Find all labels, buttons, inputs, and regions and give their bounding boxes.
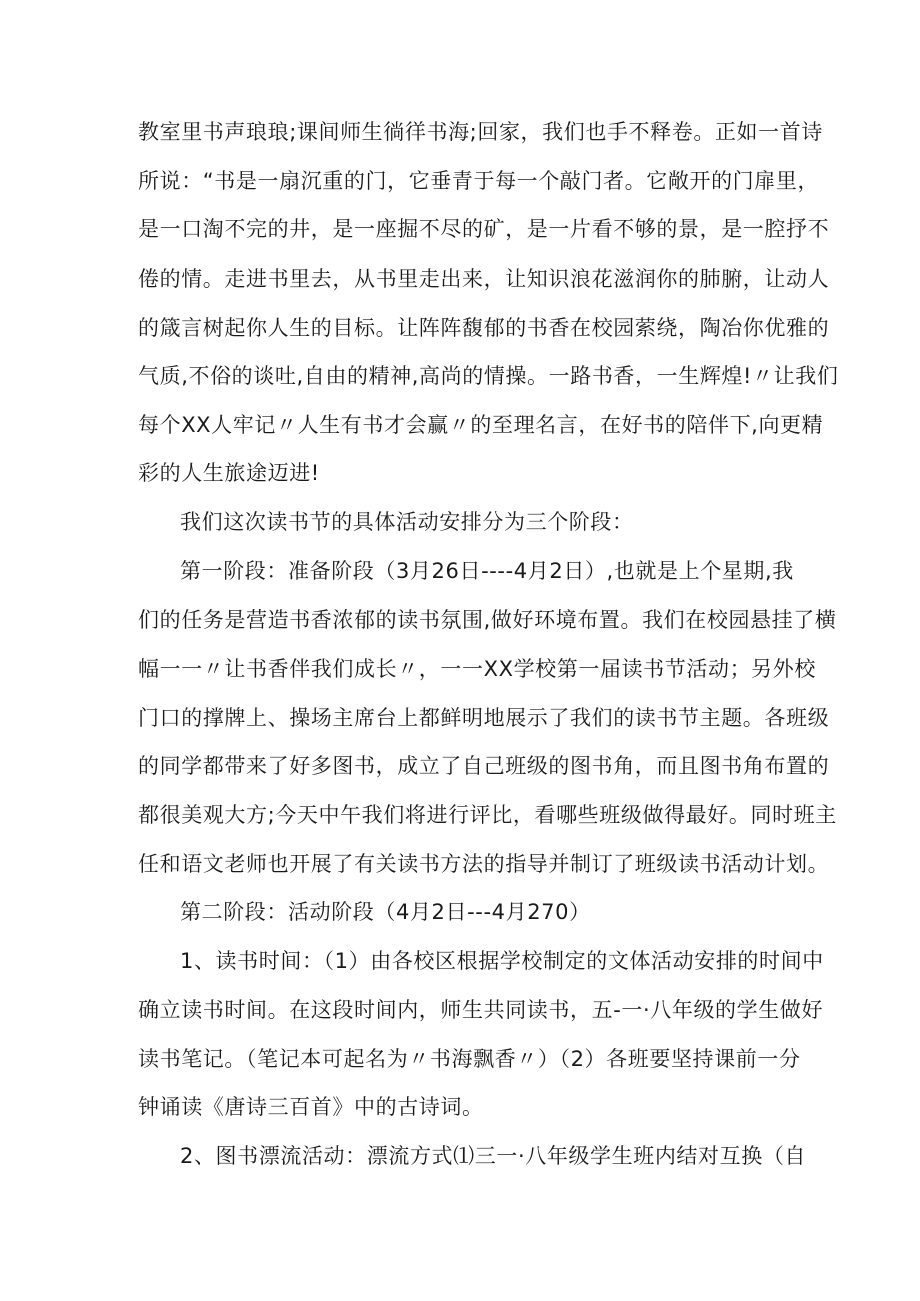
text-line: 确立读书时间。在这段时间内，师生共同读书，五-一·八年级的学生做好 <box>138 998 824 1022</box>
paragraph-start: 第一阶段：准备阶段（3月26日----4月2日）,也就是上个星期,我 <box>180 559 794 583</box>
paragraph-start: 我们这次读书节的具体活动安排分为三个阶段： <box>180 510 634 534</box>
text-line: 倦的情。走进书里去，从书里走出来，让知识浪花滋润你的肺腑，让动人 <box>138 267 830 291</box>
text-line: 的同学都带来了好多图书，成立了自己班级的图书角，而且图书角布置的 <box>138 754 830 778</box>
paragraph-start: 1、读书时间：（1）由各校区根据学校制定的文体活动安排的时间中 <box>180 949 824 973</box>
text-line: 每个XX人牢记〃人生有书才会赢〃的至理名言，在好书的陪伴下,向更精 <box>138 413 824 437</box>
text-line: 气质,不俗的谈吐,自由的精神,高尚的情操。一路书香，一生辉煌!〃让我们 <box>138 364 839 388</box>
text-line: 是一口淘不完的井，是一座掘不尽的矿，是一片看不够的景，是一腔抒不 <box>138 217 830 241</box>
paragraph-start: 2、图书漂流活动：漂流方式⑴三一·八年级学生班内结对互换（自 <box>180 1144 807 1168</box>
text-line: 读书笔记。（笔记本可起名为〃书海飘香〃）（2）各班要坚持课前一分 <box>138 1047 801 1071</box>
text-line: 彩的人生旅途迈进! <box>138 461 320 485</box>
text-line: 的箴言树起你人生的目标。让阵阵馥郁的书香在校园萦绕，陶冶你优雅的 <box>138 316 830 340</box>
text-line: 所说：“书是一扇沉重的门，它垂青于每一个敲门者。它敞开的门扉里， <box>138 169 820 193</box>
text-line: 们的任务是营造书香浓郁的读书氛围,做好环境布置。我们在校园悬挂了横 <box>138 608 837 632</box>
text-line: 教室里书声琅琅;课间师生徜徉书海;回家，我们也手不释卷。正如一首诗 <box>138 120 823 144</box>
text-line: 任和语文老师也开展了有关读书方法的指导并制订了班级读书活动计划。 <box>138 852 830 876</box>
paragraph-start: 第二阶段：活动阶段（4月2日---4月270） <box>180 900 591 924</box>
text-line: 钟诵读《唐诗三百首》中的古诗词。 <box>138 1095 484 1119</box>
text-line: 幅一一〃让书香伴我们成长〃，一一XX学校第一届读书节活动；另外校 <box>138 657 816 681</box>
text-line: 门口的撑牌上、操场主席台上都鲜明地展示了我们的读书节主题。各班级 <box>138 706 830 730</box>
text-line: 都很美观大方;今天中午我们将进行评比，看哪些班级做得最好。同时班主 <box>138 803 837 827</box>
